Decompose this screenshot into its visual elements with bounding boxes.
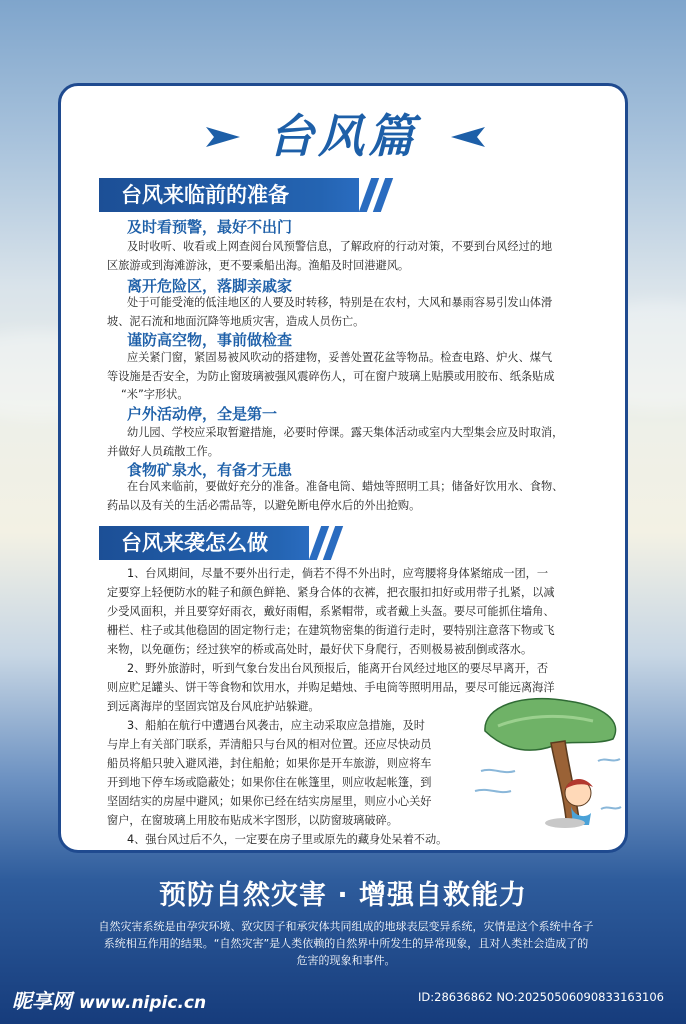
paragraph-line: 处于可能受淹的低洼地区的人要及时转移，特别是在农村，大风和暴雨容易引发山体滑 [127, 296, 553, 309]
desc-line: 危害的现象和事件。 [296, 954, 396, 967]
paragraph-line: 少受风面积，并且要穿好雨衣，戴好雨帽，系紧帽带，或者戴上头盔。要尽可能抓住墙角、 [107, 605, 555, 618]
section-heading-before [99, 178, 399, 212]
page-title: 台风篇 [268, 109, 418, 163]
paragraph-line: 到远离海岸的坚固宾馆及台风庇护站躲避。 [107, 700, 320, 713]
paragraph-line: 1、台风期间，尽量不要外出行走，倘若不得不外出时，应弯腰将身体紧缩成一团，一 [127, 567, 549, 580]
paragraph-line: “米”字形状。 [121, 388, 189, 401]
title-row [61, 106, 625, 166]
section-title: 台风来临前的准备 [121, 183, 289, 207]
paragraph-line: 来物，以免砸伤；经过狭窄的桥或高处时，最好伏下身爬行，否则极易被刮倒或落水。 [107, 643, 533, 656]
desc-line: 自然灾害系统是由孕灾环境、致灾因子和承灾体共同组成的地球表层变异系统，灾情是这个系统中各子 [98, 920, 594, 933]
subtitle: 离开危险区，落脚亲戚家 [127, 277, 293, 295]
paragraph-line: 药品以及有关的生活必需品等，以避免断电停水后的外出抢购。 [107, 499, 421, 512]
image-id: ID:28636862 NO:20250506090833163106 [418, 990, 664, 1004]
paragraph-line: 4、强台风过后不久，一定要在房子里或原先的藏身处呆着不动。 [127, 833, 448, 846]
paragraph-line: 区旅游或到海滩游泳，更不要乘船出海。渔船及时回港避风。 [107, 259, 410, 272]
watermark-url: www.nipic.cn [78, 993, 207, 1013]
subtitle: 户外活动停，全是第一 [127, 405, 278, 423]
section-heading-during [99, 526, 359, 560]
paragraph-line: 窗户，在窗玻璃上用胶布贴成米字图形，以防窗玻璃破碎。 [107, 814, 398, 827]
footer-description [68, 918, 624, 969]
desc-line: 系统相互作用的结果。“自然灾害”是人类依赖的自然界中所发生的异常现象，且对人类社会造成了的 [103, 937, 589, 950]
arrow-left-icon [451, 127, 485, 147]
paragraph-line: 及时收听、收看或上网查阅台风预警信息，了解政府的行动对策，不要到台风经过的地 [127, 240, 553, 253]
paragraph-line: 坚固结实的房屋中避风；如果你已经在结实房屋里，则应小心关好 [107, 795, 432, 808]
paragraph-line: 等设施是否安全，为防止窗玻璃被强风震碎伤人，可在窗户玻璃上贴膜或用胶布、纸条贴成 [107, 370, 555, 383]
paragraph-line: 在台风来临前，要做好充分的准备。准备电筒、蜡烛等照明工具；储备好饮用水、食物、 [127, 480, 564, 493]
paragraph-line: 并做好人员疏散工作。 [107, 445, 219, 458]
paragraph-line: 栅栏、柱子或其他稳固的固定物行走；在建筑物密集的街道行走时，要特别注意落下物或飞 [107, 624, 555, 637]
subtitle: 食物矿泉水，有备才无患 [127, 461, 293, 479]
paragraph-line: 则应贮足罐头、饼干等食物和饮用水，并购足蜡烛、手电筒等照明用品，要尽可能远离海洋 [107, 681, 555, 694]
paragraph-line: 船员将船只驶入避风港，封住船舱；如果你是开车旅游，则应将车 [107, 757, 432, 770]
subtitle: 谨防高空物，事前做检查 [127, 331, 293, 349]
footer-slogan: 预防自然灾害 · 增强自救能力 [158, 880, 528, 911]
paragraph-line: 应关紧门窗，紧固易被风吹动的搭建物，妥善处置花盆等物品。检查电路、炉火、煤气 [127, 351, 553, 364]
watermark-brand: 昵享网 [12, 989, 72, 1013]
section-title: 台风来袭怎么做 [121, 531, 268, 555]
typhoon-tree-icon [473, 691, 623, 846]
subtitle: 及时看预警，最好不出门 [127, 218, 293, 236]
paragraph-line: 3、船舶在航行中遭遇台风袭击，应主动采取应急措施，及时 [127, 719, 425, 732]
content-panel [58, 83, 628, 853]
paragraph-line: 开到地下停车场或隐蔽处；如果你住在帐篷里，则应收起帐篷，到 [107, 776, 432, 789]
paragraph-line: 坡、泥石流和地面沉降等地质灾害，造成人员伤亡。 [107, 315, 365, 328]
paragraph-line: 幼儿园、学校应采取暂避措施，必要时停课。露天集体活动或室内大型集会应及时取消， [127, 426, 564, 439]
watermark [12, 985, 206, 1014]
paragraph-line: 定要穿上轻便防水的鞋子和颜色鲜艳、紧身合体的衣裤，把衣服扣扣好或用带子扎紧，以减 [107, 586, 555, 599]
paragraph-line: 与岸上有关部门联系，弄清船只与台风的相对位置。还应尽快动员 [107, 738, 432, 751]
paragraph-line: 2、野外旅游时，听到气象台发出台风预报后，能离开台风经过地区的要尽早离开，否 [127, 662, 549, 675]
